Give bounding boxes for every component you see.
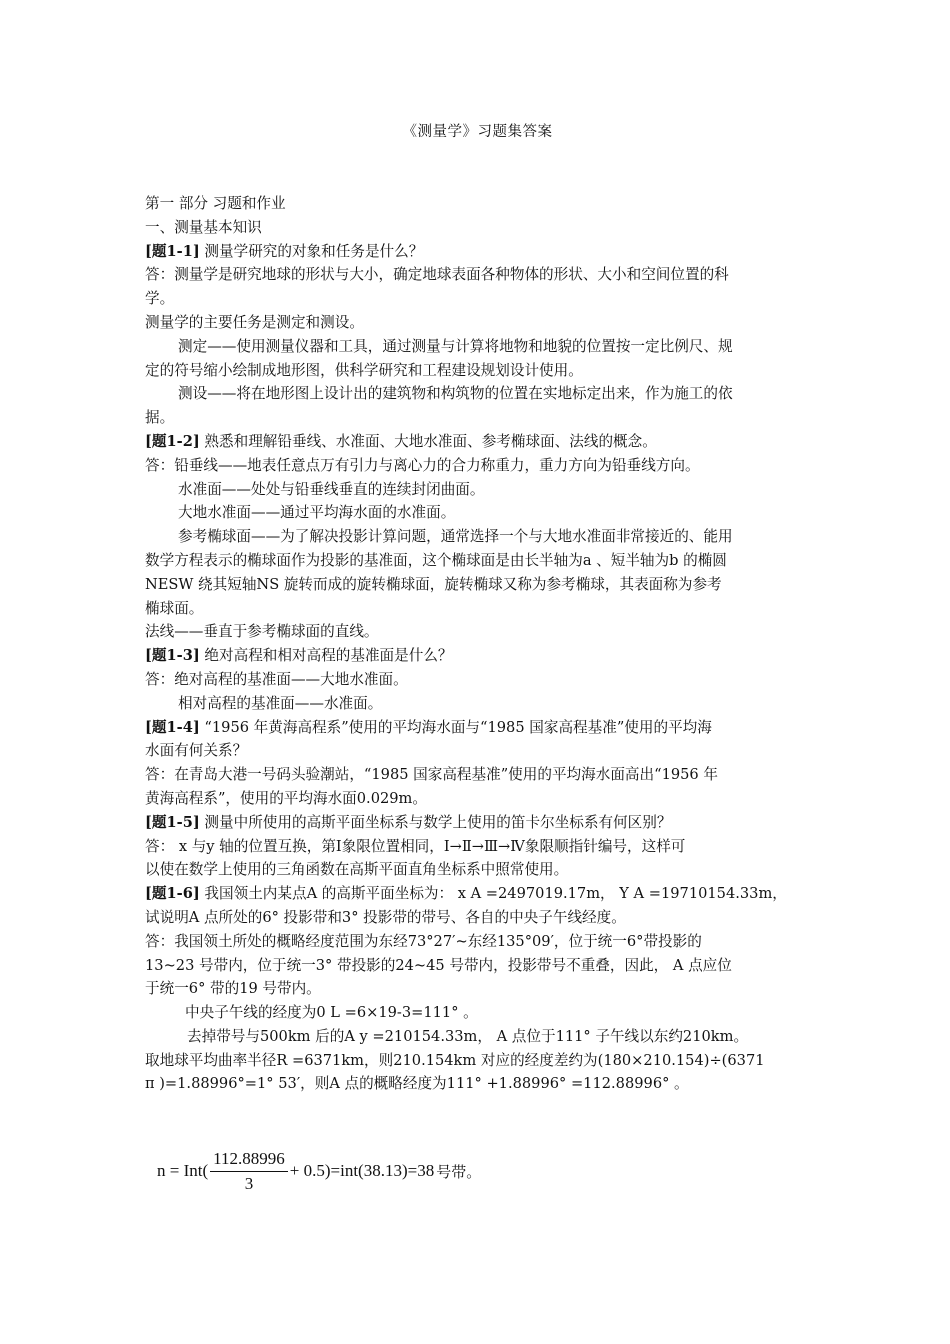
text-span: 黄海高程系”，使用的平均海水面0.029m。 xyxy=(145,789,427,807)
text-line xyxy=(145,1025,810,1049)
text-span: 我国领土内某点A 的高斯平面坐标为： x A =2497019.17m， Y A =19710154.33m， xyxy=(199,885,787,903)
text-span: 13~23 号带内，位于统一3° 带投影的24~45 号带内，投影带号不重叠，因此， A 点应位 xyxy=(145,956,732,974)
text-line xyxy=(145,501,810,525)
text-line xyxy=(145,573,810,597)
text-span: 试说明A 点所处的6° 投影带和3° 投影带的带号、各自的中央子午线经度。 xyxy=(145,908,626,926)
text-span: 以使在数学上使用的三角函数在高斯平面直角坐标系中照常使用。 xyxy=(145,861,569,879)
text-span: 答： x 与y 轴的位置互换，第Ⅰ象限位置相同，Ⅰ→Ⅱ→Ⅲ→Ⅳ象限顺指针编号，这样可 xyxy=(145,837,686,855)
document-title: 《测量学》习题集答案 xyxy=(402,124,553,140)
text-span: 法线——垂直于参考椭球面的直线。 xyxy=(145,623,379,641)
text-line xyxy=(145,287,810,311)
text-span: 答：我国领土所处的概略经度范围为东经73°27′~东经135°09′，位于统一6°带投影的 xyxy=(145,932,702,950)
zone-number-formula xyxy=(157,1143,481,1199)
text-line xyxy=(145,668,810,692)
text-line xyxy=(145,1072,810,1096)
text-line xyxy=(145,263,810,287)
question-id: [题1-6] xyxy=(145,885,200,903)
text-span: 大地水准面——通过平均海水面的水准面。 xyxy=(178,504,456,522)
text-span: 测量学的主要任务是测定和测设。 xyxy=(145,313,364,331)
text-line xyxy=(145,335,810,359)
question-id: [题1-1] xyxy=(145,242,200,260)
formula-lhs: n = Int( xyxy=(157,1161,209,1180)
text-span: 测量中所使用的高斯平面坐标系与数学上使用的笛卡尔坐标系有何区别？ xyxy=(199,813,672,831)
text-span: 于统一6° 带的19 号带内。 xyxy=(145,980,321,998)
text-line xyxy=(145,811,810,835)
formula-numerator: 112.88996 xyxy=(210,1149,288,1172)
document-body xyxy=(145,192,810,1096)
text-span: 学。 xyxy=(145,290,175,308)
text-line xyxy=(145,882,810,906)
text-line xyxy=(145,716,810,740)
text-line xyxy=(145,406,810,430)
question-id: [题1-5] xyxy=(145,813,200,831)
text-span: 测定——使用测量仪器和工具，通过测量与计算将地物和地貌的位置按一定比例尺、规 xyxy=(178,337,733,355)
text-span: 水准面——处处与铅垂线垂直的连续封闭曲面。 xyxy=(178,480,485,498)
text-span: 去掉带号与500km 后的A y =210154.33m， A 点位于111° 子午线以东约210km。 xyxy=(187,1027,749,1045)
question-id: [题1-3] xyxy=(145,647,200,665)
text-span: 熟悉和理解铅垂线、水准面、大地水准面、参考椭球面、法线的概念。 xyxy=(199,432,657,450)
text-line xyxy=(145,787,810,811)
text-line xyxy=(145,216,810,240)
text-line xyxy=(145,835,810,859)
text-line xyxy=(145,525,810,549)
text-line xyxy=(145,739,810,763)
text-span: 定的符号缩小绘制成地形图，供科学研究和工程建设规划设计使用。 xyxy=(145,361,583,379)
text-line xyxy=(145,454,810,478)
text-span: “1956 年黄海高程系”使用的平均海水面与“1985 国家高程基准”使用的平均海 xyxy=(199,718,712,736)
text-line xyxy=(145,763,810,787)
text-span: 据。 xyxy=(145,409,175,427)
question-id: [题1-2] xyxy=(145,432,200,450)
text-line xyxy=(145,597,810,621)
formula-fraction xyxy=(210,1149,288,1194)
question-id: [题1-4] xyxy=(145,718,200,736)
text-line xyxy=(145,930,810,954)
text-line xyxy=(145,858,810,882)
text-span: 数学方程表示的椭球面作为投影的基准面，这个椭球面是由长半轴为a 、短半轴为b 的椭圆 xyxy=(145,551,727,569)
text-span: 取地球平均曲率半径R =6371km，则210.154km 对应的经度差约为(180×210.154)÷(6371 xyxy=(145,1051,765,1069)
text-line xyxy=(145,549,810,573)
formula-tail: 号带。 xyxy=(436,1162,482,1181)
text-line xyxy=(145,954,810,978)
text-span: 参考椭球面——为了解决投影计算问题，通常选择一个与大地水准面非常接近的、能用 xyxy=(178,528,733,546)
text-line xyxy=(145,644,810,668)
text-span: 第一 部分 习题和作业 xyxy=(145,195,286,212)
text-span: 水面有何关系？ xyxy=(145,742,248,760)
text-span: 答：绝对高程的基准面——大地水准面。 xyxy=(145,670,408,688)
text-line xyxy=(145,620,810,644)
text-line xyxy=(145,359,810,383)
text-span: 绝对高程和相对高程的基准面是什么？ xyxy=(199,647,453,665)
formula-rhs: =int(38.13)=38 xyxy=(330,1161,435,1180)
formula-plus: + 0.5) xyxy=(289,1161,331,1180)
text-line xyxy=(145,240,810,264)
text-line xyxy=(145,192,810,216)
text-span: π )=1.88996°=1° 53′，则A 点的概略经度为111° +1.88996° =112.88996° 。 xyxy=(145,1075,689,1093)
formula-denominator: 3 xyxy=(244,1173,254,1193)
text-span: NESW 绕其短轴NS 旋转而成的旋转椭球面，旋转椭球又称为参考椭球，其表面称为参考 xyxy=(145,575,722,593)
text-line xyxy=(145,1001,810,1025)
text-line xyxy=(145,430,810,454)
text-line xyxy=(145,1049,810,1073)
text-span: 答：在青岛大港一号码头验潮站，“1985 国家高程基准”使用的平均海水面高出“1956 年 xyxy=(145,766,718,784)
text-line xyxy=(145,906,810,930)
text-span: 测量学研究的对象和任务是什么？ xyxy=(199,242,424,260)
text-span: 一、测量基本知识 xyxy=(145,218,262,236)
text-span: 测设——将在地形图上设计出的建筑物和构筑物的位置在实地标定出来，作为施工的依 xyxy=(178,385,733,403)
text-line xyxy=(145,977,810,1001)
text-line xyxy=(145,311,810,335)
text-span: 椭球面。 xyxy=(145,599,204,617)
text-line xyxy=(145,478,810,502)
text-line xyxy=(145,382,810,406)
text-span: 中央子午线的经度为0 L =6×19-3=111° 。 xyxy=(185,1004,478,1022)
text-span: 答：测量学是研究地球的形状与大小，确定地球表面各种物体的形状、大小和空间位置的科 xyxy=(145,266,729,284)
text-span: 相对高程的基准面——水准面。 xyxy=(178,694,383,712)
text-span: 答：铅垂线——地表任意点万有引力与离心力的合力称重力，重力方向为铅垂线方向。 xyxy=(145,456,700,474)
text-line xyxy=(145,692,810,716)
